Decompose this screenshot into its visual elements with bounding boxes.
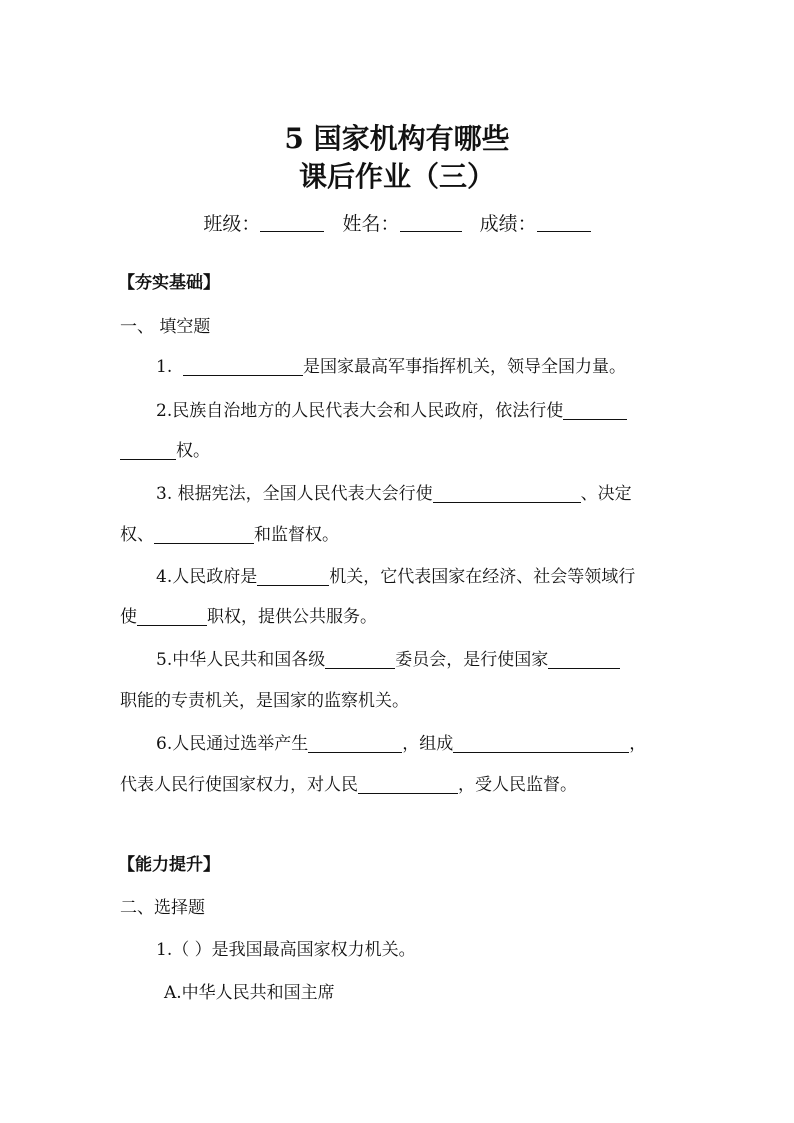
q4-blank-b[interactable] [137,607,207,626]
class-label: 班级： [203,213,261,235]
q6-text-5: ，受人民监督。 [458,775,577,795]
q1-number: 1. [156,357,173,377]
section-subheading-fill: 一、 填空题 [120,317,211,337]
q4-text-3: 使 [120,607,137,627]
student-info-line [0,210,794,238]
section-heading-basics: 【夯实基础】 [118,273,220,293]
q4-text-4: 职权，提供公共服务。 [207,607,377,627]
q2-text-1: 2.民族自治地方的人民代表大会和人民政府，依法行使 [156,401,564,421]
question-1 [156,352,626,377]
q6-text-4: 代表人民行使国家权力，对人民 [120,775,358,795]
question-6-line2 [120,770,577,795]
q4-text-1: 4.人民政府是 [156,567,258,587]
q6-text-1: 6.人民通过选举产生 [156,734,309,754]
section-heading-advanced: 【能力提升】 [118,855,220,875]
q2-text-2: 权。 [176,441,210,461]
q1-text: 是国家最高军事指挥机关，领导全国力量。 [303,357,627,377]
question-4-line2 [120,602,377,627]
section-subheading-choice: 二、选择题 [120,898,205,918]
q3-text-4: 和监督权。 [254,525,339,545]
q2-blank-a[interactable] [563,401,627,420]
q5-blank-b[interactable] [548,650,620,669]
page-title: 5 国家机构有哪些 [284,122,510,155]
q2-blank-b[interactable] [120,441,176,460]
q5-blank-a[interactable] [325,650,395,669]
q4-text-2: 机关，它代表国家在经济、社会等领域行 [329,567,636,587]
question-6-line1 [156,729,646,754]
question-5-line2 [120,686,409,711]
q3-text-3: 权、 [120,525,154,545]
question-5-line1 [156,645,620,670]
question-4-line1 [156,562,635,587]
question-2-line2 [120,436,210,461]
q6-blank-b[interactable] [453,734,629,753]
score-blank[interactable] [537,211,591,232]
q5-text-1: 5.中华人民共和国各级 [156,650,326,670]
score-label: 成绩： [479,213,537,235]
q6-blank-c[interactable] [358,775,458,794]
q5-text-3: 职能的专责机关，是国家的监察机关。 [120,691,409,711]
class-blank[interactable] [260,211,324,232]
q3-text-2: 、决定 [580,484,632,504]
name-label: 姓名： [342,213,400,235]
choice-question-1: 1.（ ）是我国最高国家权力机关。 [156,940,416,960]
q3-blank-b[interactable] [154,525,254,544]
q6-blank-a[interactable] [308,734,402,753]
q4-blank-a[interactable] [257,567,329,586]
q6-text-3: ， [629,734,647,754]
question-2-line1 [156,396,627,421]
page-subtitle: 课后作业（三） [298,160,495,193]
q3-text-1: 3. 根据宪法，全国人民代表大会行使 [156,484,433,504]
q1-blank[interactable] [183,357,303,376]
question-3-line1 [156,479,632,504]
name-blank[interactable] [400,211,462,232]
question-3-line2 [120,520,339,545]
q6-text-2: ，组成 [402,734,454,754]
q3-blank-a[interactable] [433,484,581,503]
choice-option-a[interactable]: A.中华人民共和国主席 [164,983,335,1003]
q5-text-2: 委员会，是行使国家 [395,650,549,670]
